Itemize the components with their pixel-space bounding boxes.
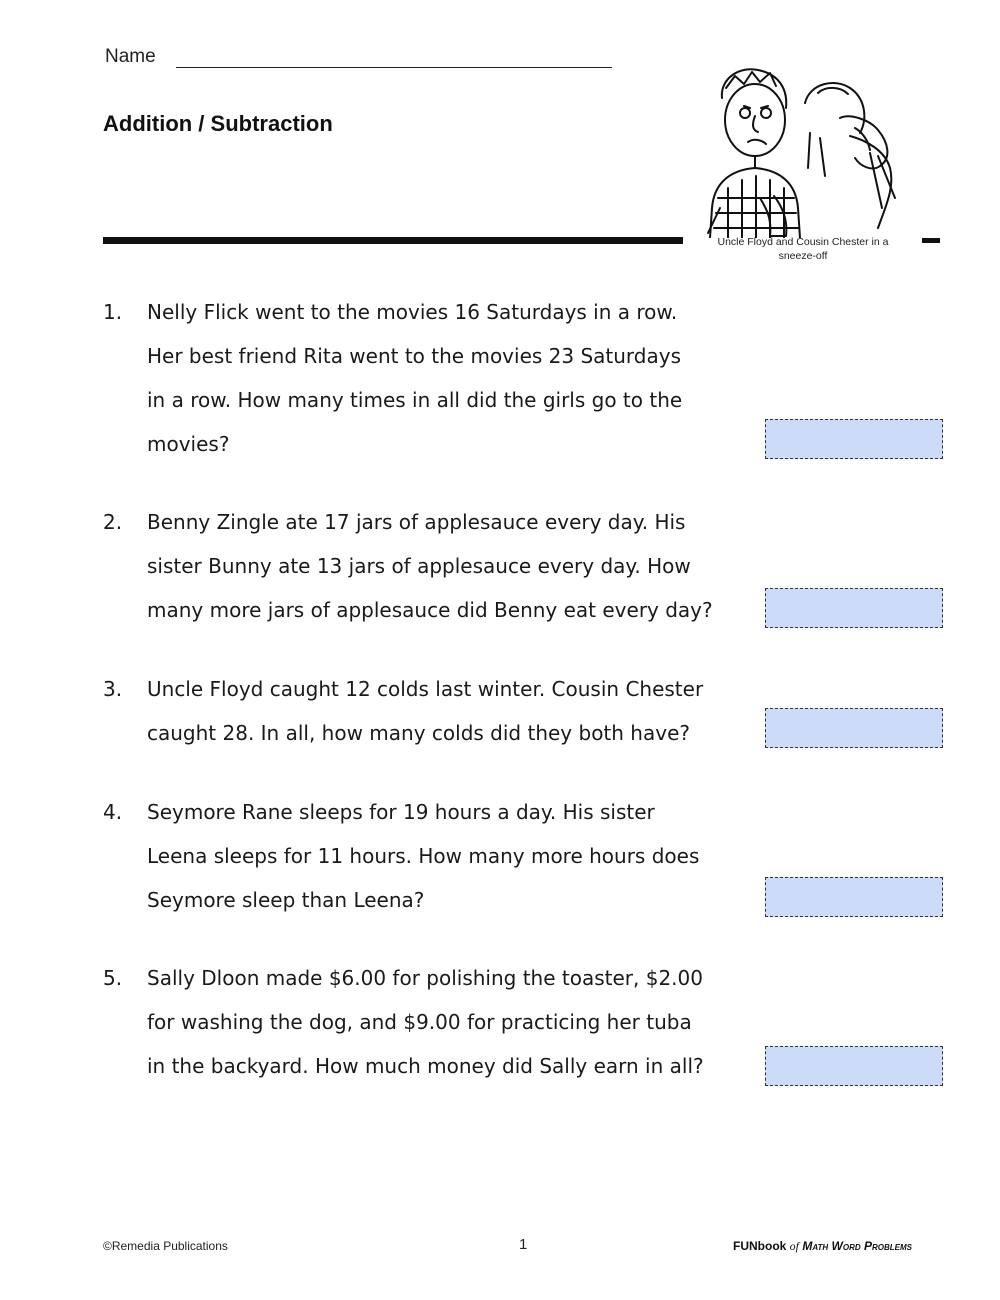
problem-text: Sally Dloon made $6.00 for polishing the toaster, $2.00 for washing the dog, and $9.00 for practicing her tuba in the backyard. How much money did Sally earn in all? — [147, 966, 704, 1078]
answer-box-5[interactable] — [765, 1046, 943, 1086]
problem-1 — [103, 290, 753, 466]
answer-box-3[interactable] — [765, 708, 943, 748]
problem-number: 2. — [103, 510, 123, 534]
problem-3 — [103, 667, 753, 755]
name-line — [176, 67, 612, 68]
footer-publisher: ©Remedia Publications — [103, 1239, 228, 1253]
header-divider — [103, 237, 683, 244]
problem-text: Benny Zingle ate 17 jars of applesauce every day. His sister Bunny ate 13 jars of applesauce every day. How many more jars of applesauce did Benny eat every day? — [147, 510, 713, 622]
answer-box-4[interactable] — [765, 877, 943, 917]
footer-book-title-bold: FUNbook — [733, 1239, 787, 1253]
name-label: Name — [105, 46, 156, 67]
problem-number: 4. — [103, 800, 123, 824]
problem-text: Nelly Flick went to the movies 16 Saturdays in a row. Her best friend Rita went to the movies 23 Saturdays in a row. How many times in all did the girls go to the movies? — [147, 300, 683, 456]
problem-4 — [103, 790, 753, 922]
illustration-caption: Uncle Floyd and Cousin Chester in a sneeze-off — [717, 236, 889, 262]
answer-box-1[interactable] — [765, 419, 943, 459]
footer-book-title — [733, 1239, 912, 1254]
footer-page-number: 1 — [519, 1236, 528, 1253]
problem-2 — [103, 500, 753, 632]
cartoon-two-men-sneezing-icon — [700, 58, 910, 238]
footer-book-title-rest: Math Word Problems — [802, 1239, 912, 1253]
problem-number: 5. — [103, 966, 123, 990]
problem-number: 3. — [103, 677, 123, 701]
header-divider-end — [922, 238, 940, 243]
footer-book-title-of: of — [789, 1239, 800, 1253]
problem-text: Seymore Rane sleeps for 19 hours a day. His sister Leena sleeps for 11 hours. How many more hours does Seymore sleep than Leena? — [147, 800, 700, 912]
answer-box-2[interactable] — [765, 588, 943, 628]
problem-text: Uncle Floyd caught 12 colds last winter. Cousin Chester caught 28. In all, how many colds did they both have? — [147, 677, 704, 745]
page-title: Addition / Subtraction — [103, 111, 333, 136]
problem-number: 1. — [103, 300, 123, 324]
problem-5 — [103, 956, 753, 1088]
